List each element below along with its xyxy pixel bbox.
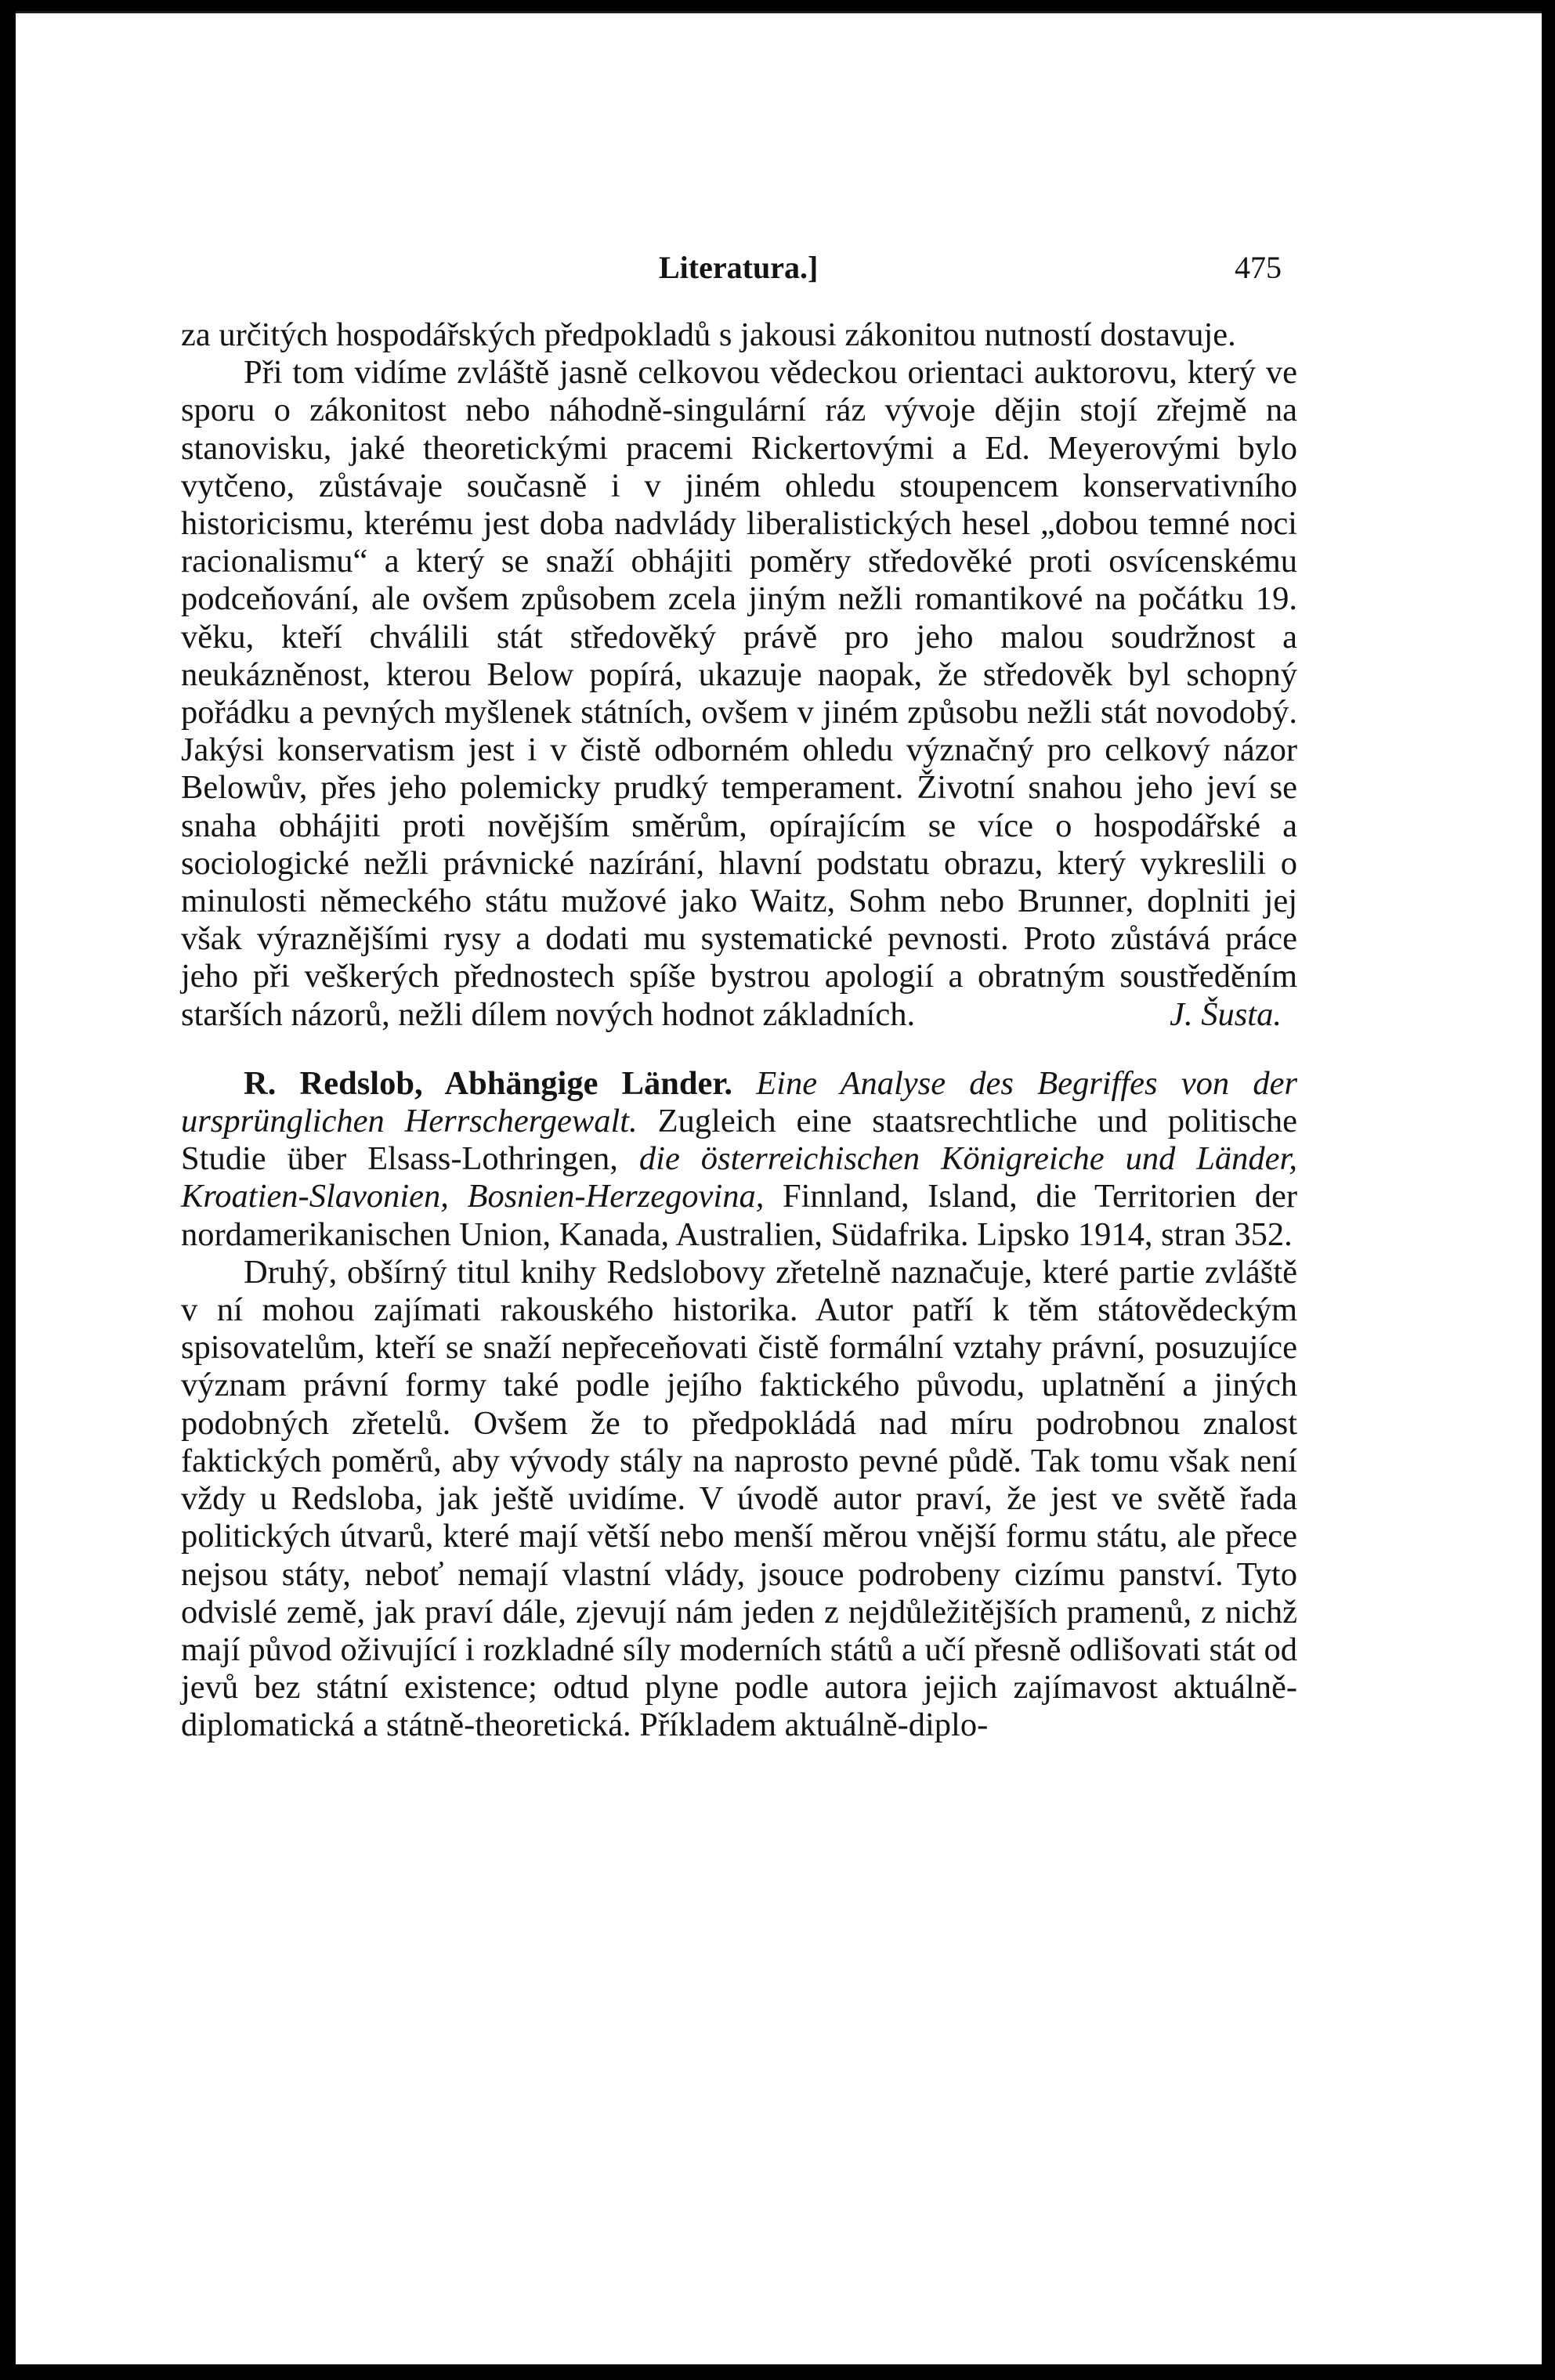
scan-edge bbox=[16, 11, 1542, 13]
running-head-title: Literatura.] bbox=[659, 250, 819, 285]
review2-author: R. Redslob, Abhängige Länder. bbox=[244, 1064, 732, 1102]
review2-title-italic-1: Eine Analyse des Begriffes von der ursprünglichen Herrschergewalt. bbox=[181, 1064, 1298, 1140]
review1-paragraph-1: za určitých hospodářských předpokladů s jakousi zákonitou nutností dostavuje. bbox=[181, 316, 1236, 353]
review1-paragraph-2 bbox=[181, 354, 1297, 1034]
running-head bbox=[181, 246, 1297, 290]
review2-subtitle-plain-1: Zugleich eine staatsrechtliche und politische Studie über Elsass-Lothringen, bbox=[181, 1103, 1297, 1178]
review2-paragraph-1: Druhý, obšírný titul knihy Redslobovy zřetelně naznačuje, které partie zvláště v ní mohou zajímati rakouského historika. Autor patří k těm státovědeckým spisovatelům, kteří se snaží nepřeceňovati čistě formální vztahy právní, posuzujíce význam právní formy také podle jejího faktického původu, uplatnění a jiných podobných zřetelů. Ovšem že to předpokládá nad míru podrobnou znalost faktických poměrů, aby vývody stály na naprosto pevné půdě. Tak tomu však není vždy u Redsloba, jak ještě uvidíme. V úvodě autor praví, že jest ve světě řada politických útvarů, které mají větší nebo menší měrou vnější formu státu, ale přece nejsou státy, neboť nemají vlastní vlády, jsouce podrobeny cizímu panství. Tyto odvislé země, jak praví dále, zjevují nám jeden z nejdůležitějších pramenů, z nichž mají původ oživující i rozkladné síly moderních států a učí přesně odlišovati stát od jevů bez státní existence; odtud plyne podle autora jejich zajímavost aktuálně-diplomatická a státně-theoretická. Příkladem aktuálně-diplo- bbox=[181, 1253, 1297, 1744]
review1-signature: J. Šusta. bbox=[1170, 995, 1282, 1033]
review1-paragraph-2-text: Při tom vidíme zvláště jasně celkovou vědeckou orientaci auktorovu, který ve sporu o zákonitost nebo náhodně-singulární ráz vývoje dějin stojí zřejmě na stanovisku, jaké theoretickými pracemi Rickertovými a Ed. Meyerovými bylo vytčeno, zůstávaje současně i v jiném ohledu stoupencem konservativního historicismu, kterému jest doba nadvlády liberalistických hesel „dobou temné noci racionalismu“ a který se snaží obhájiti poměry středověké proti osvícenskému podceňování, ale ovšem způsobem zcela jiným nežli romantikové na počátku 19. věku, kteří chválili stát středověký právě pro jeho malou soudržnost a neukázněnost, kterou Below popírá, ukazuje naopak, že středověk byl schopný pořádku a pevných myšlenek státních, ovšem v jiném způsobu nežli stát novodobý. Jakýsi konservatism jest i v čistě odborném ohledu význačný pro celkový názor Belowův, přes jeho polemicky prudký temperament. Životní snahou jeho jeví se snaha obhájiti proti novějším směrům, opírajícím se více o hospodářské a sociologické nežli právnické nazírání, hlavní podstatu obrazu, který vykreslili o minulosti německého státu mužové jako Waitz, Sohm nebo Brunner, doplniti jej však výraznějšími rysy a dodati mu systematické pevnosti. Proto zůstává práce jeho při veškerých přednostech spíše bystrou apologií a obratným soustředěním starších názorů, nežli dílem nových hodnot základních. bbox=[181, 354, 1297, 1033]
review2-heading bbox=[181, 1065, 1297, 1254]
text-block bbox=[181, 246, 1297, 1745]
review2-subtitle-italic-2: die österreichischen Königreiche und Länder, Kroatien-Slavonien, Bosnien-Herzegovina, bbox=[181, 1140, 1297, 1215]
review-separator bbox=[181, 1034, 1297, 1065]
page-sheet bbox=[16, 11, 1542, 2364]
page-number: 475 bbox=[1235, 250, 1282, 285]
review2-subtitle-plain-2: Finnland, Island, die Territorien der nordamerikanischen Union, Kanada, Australien, Südafrika. Lipsko 1914, stran 352. bbox=[181, 1178, 1297, 1253]
